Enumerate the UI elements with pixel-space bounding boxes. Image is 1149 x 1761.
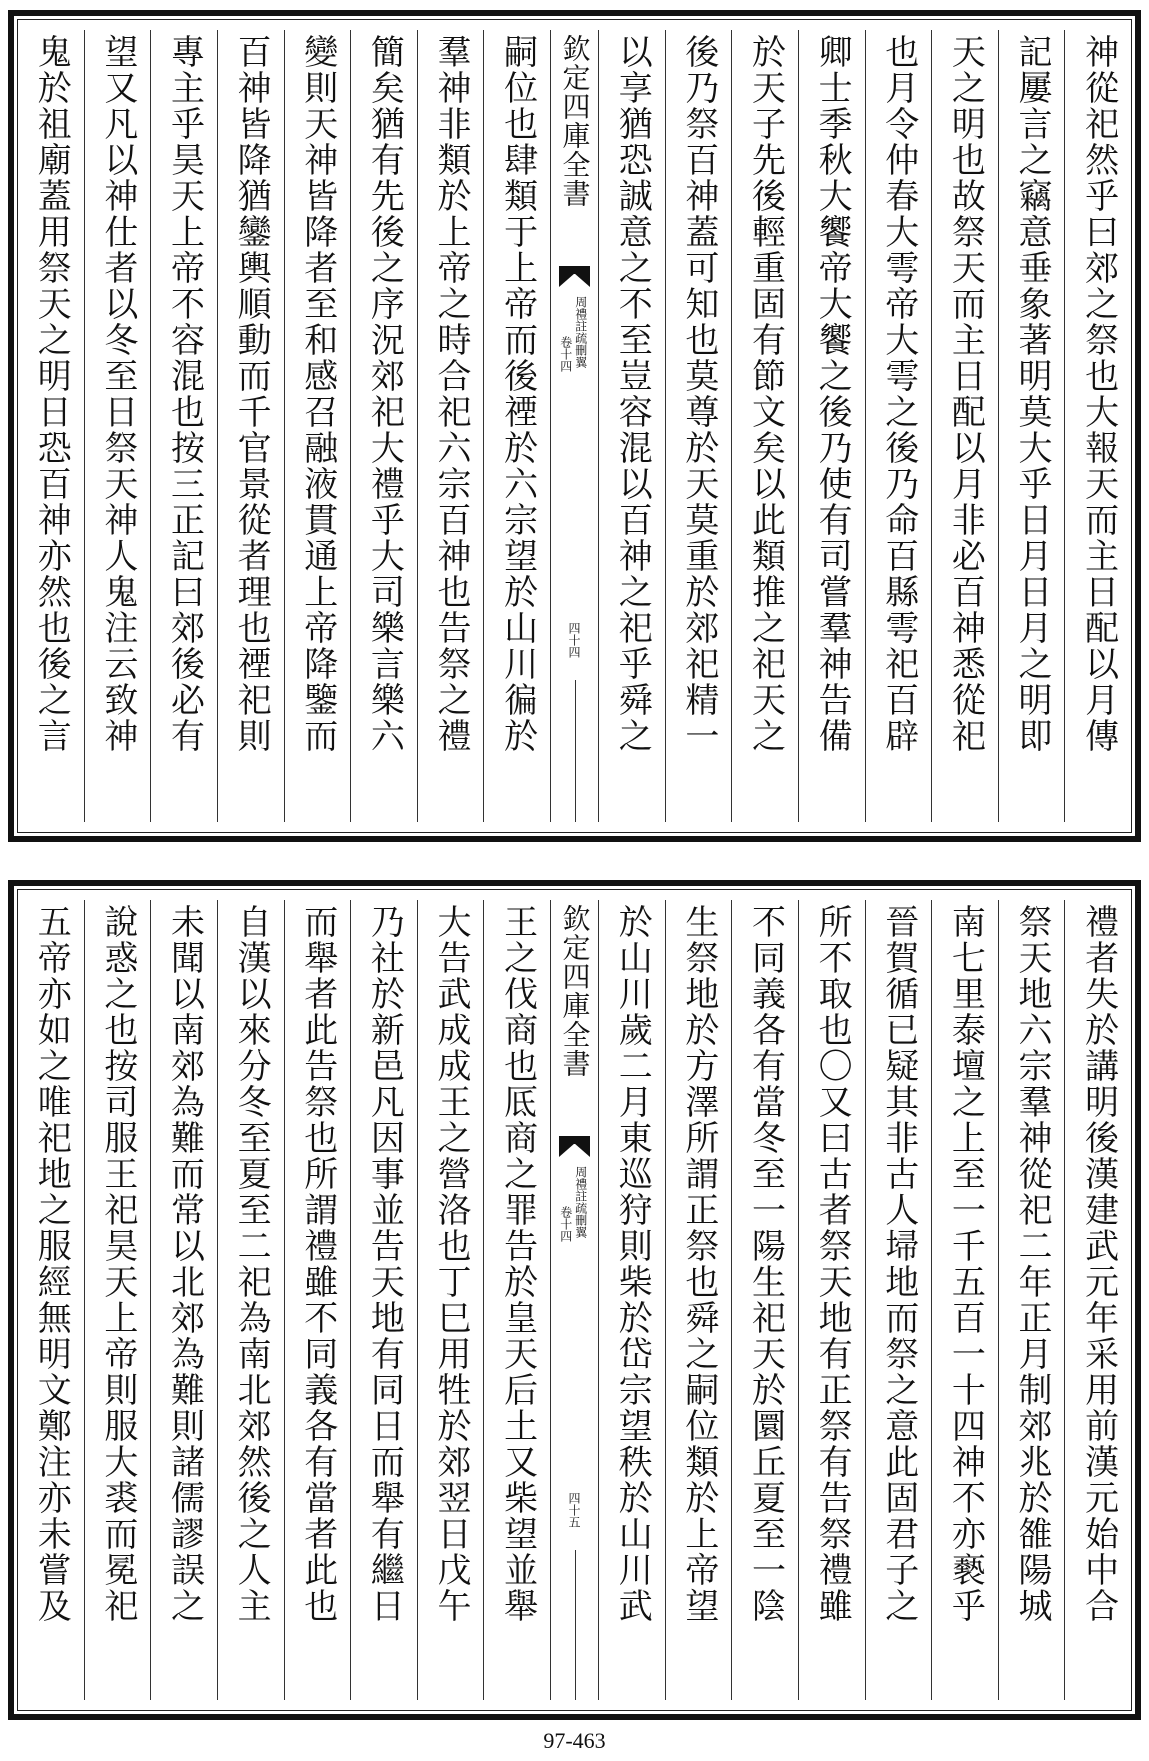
column — [865, 30, 932, 822]
page-number: 四十五 — [567, 1492, 581, 1528]
column — [598, 30, 665, 822]
book-title: 周禮註疏刪翼 — [573, 1166, 588, 1238]
column-text: 南七里泰壇之上至一千五百一十四神不亦褻乎 — [945, 904, 986, 1624]
column-text: 所不取也〇又曰古者祭天地有正祭有告祭禮雖 — [812, 904, 853, 1624]
column-text: 後乃祭百神蓋可知也莫尊於天莫重於郊祀精一 — [678, 34, 719, 754]
column — [417, 30, 484, 822]
column-text: 神從祀然乎曰郊之祭也大報天而主日配以月傳 — [1078, 34, 1119, 754]
book-series-title: 欽定四庫全書 — [558, 904, 592, 1078]
column-text: 生祭地於方澤所謂正祭也舜之嗣位類於上帝望 — [678, 904, 719, 1624]
column-text: 變則天神皆降者至和感召融液貫通上帝降鑒而 — [297, 34, 338, 754]
column — [350, 30, 417, 822]
book-series-title: 欽定四庫全書 — [558, 34, 592, 208]
column — [731, 30, 798, 822]
column — [665, 30, 732, 822]
column — [1064, 30, 1131, 822]
column — [150, 30, 217, 822]
column-text: 鬼於祖廟蓋用祭天之明日恐百神亦然也後之言 — [31, 34, 72, 754]
column-text: 五帝亦如之唯祀地之服經無明文鄭注亦未嘗及 — [31, 904, 72, 1624]
column-text: 記屢言之竊意垂象著明莫大乎日月日月之明即 — [1011, 34, 1052, 754]
column-text: 百神皆降猶鑾輿順動而千官景從者理也禋祀則 — [231, 34, 272, 754]
column-text: 自漢以來分冬至夏至二祀為南北郊然後之人主 — [231, 904, 272, 1624]
column — [483, 30, 550, 822]
column — [798, 900, 865, 1700]
page-frame — [17, 889, 1132, 1711]
column-text: 於天子先後輕重固有節文矣以此類推之祀天之 — [745, 34, 786, 754]
book-title: 周禮註疏刪翼 — [573, 296, 588, 368]
fold-line — [575, 680, 576, 822]
page-top — [8, 10, 1141, 842]
column — [417, 900, 484, 1700]
column-text: 未聞以南郊為難而常以北郊為難則諸儒謬誤之 — [164, 904, 205, 1624]
volume-label: 卷十四 — [558, 1206, 573, 1242]
column — [1064, 900, 1131, 1700]
column-text: 羣神非類於上帝之時合祀六宗百神也告祭之禮 — [430, 34, 471, 754]
column-text: 祭天地六宗羣神從祀二年正月制郊兆於雒陽城 — [1011, 904, 1052, 1624]
fishtail-mark — [559, 1136, 590, 1158]
column — [18, 900, 84, 1700]
text-columns — [18, 900, 1131, 1700]
column — [998, 900, 1065, 1700]
column — [284, 30, 351, 822]
column-text: 以享猶恐誠意之不至豈容混以百神之祀乎舜之 — [612, 34, 653, 754]
column — [84, 900, 151, 1700]
page-number: 四十四 — [567, 622, 581, 658]
column — [931, 30, 998, 822]
column-text: 簡矣猶有先後之序況郊祀大禮乎大司樂言樂六 — [364, 34, 405, 754]
column-text: 專主乎昊天上帝不容混也按三正記曰郊後必有 — [164, 34, 205, 754]
column — [731, 900, 798, 1700]
column — [665, 900, 732, 1700]
column-text: 說惑之也按司服王祀昊天上帝則服大裘而冕祀 — [97, 904, 138, 1624]
column-text: 也月令仲春大雩帝大雩之後乃命百縣雩祀百辟 — [878, 34, 919, 754]
column — [483, 900, 550, 1700]
column-text: 而舉者此告祭也所謂禮雖不同義各有當者此也 — [297, 904, 338, 1624]
column — [998, 30, 1065, 822]
column — [350, 900, 417, 1700]
page-frame — [17, 19, 1132, 833]
fold-line — [575, 1550, 576, 1700]
center-fold-column — [550, 900, 598, 1700]
column-text: 不同義各有當冬至一陽生祀天於圜丘夏至一陰 — [745, 904, 786, 1624]
column — [217, 30, 284, 822]
column-text: 禮者失於講明後漢建武元年采用前漢元始中合 — [1078, 904, 1119, 1624]
column — [865, 900, 932, 1700]
column — [598, 900, 665, 1700]
column — [18, 30, 84, 822]
column-text: 晉賀循已疑其非古人埽地而祭之意此固君子之 — [878, 904, 919, 1624]
column-text: 王之伐商也厎商之罪告於皇天后土又柴望並舉 — [497, 904, 538, 1624]
column-text: 乃社於新邑凡因事並告天地有同日而舉有繼日 — [364, 904, 405, 1624]
column — [150, 900, 217, 1700]
column-text: 望又凡以神仕者以冬至日祭天神人鬼注云致神 — [97, 34, 138, 754]
text-columns — [18, 30, 1131, 822]
volume-label: 卷十四 — [558, 336, 573, 372]
center-fold-column — [550, 30, 598, 822]
column — [217, 900, 284, 1700]
volume-page-footer: 97-463 — [543, 1728, 606, 1753]
column-text: 嗣位也肆類于上帝而後禋於六宗望於山川徧於 — [497, 34, 538, 754]
column-text: 於山川歲二月東巡狩則柴於岱宗望秩於山川武 — [612, 904, 653, 1624]
fishtail-mark — [559, 266, 590, 288]
column — [84, 30, 151, 822]
column — [798, 30, 865, 822]
column-text: 天之明也故祭天而主日配以月非必百神悉從祀 — [945, 34, 986, 754]
column-text: 大告武成成王之營洛也丁巳用牲於郊翌日戊午 — [430, 904, 471, 1624]
column — [284, 900, 351, 1700]
column-text: 卿士季秋大饗帝大饗之後乃使有司嘗羣神告備 — [812, 34, 853, 754]
column — [931, 900, 998, 1700]
page-bottom — [8, 880, 1141, 1720]
